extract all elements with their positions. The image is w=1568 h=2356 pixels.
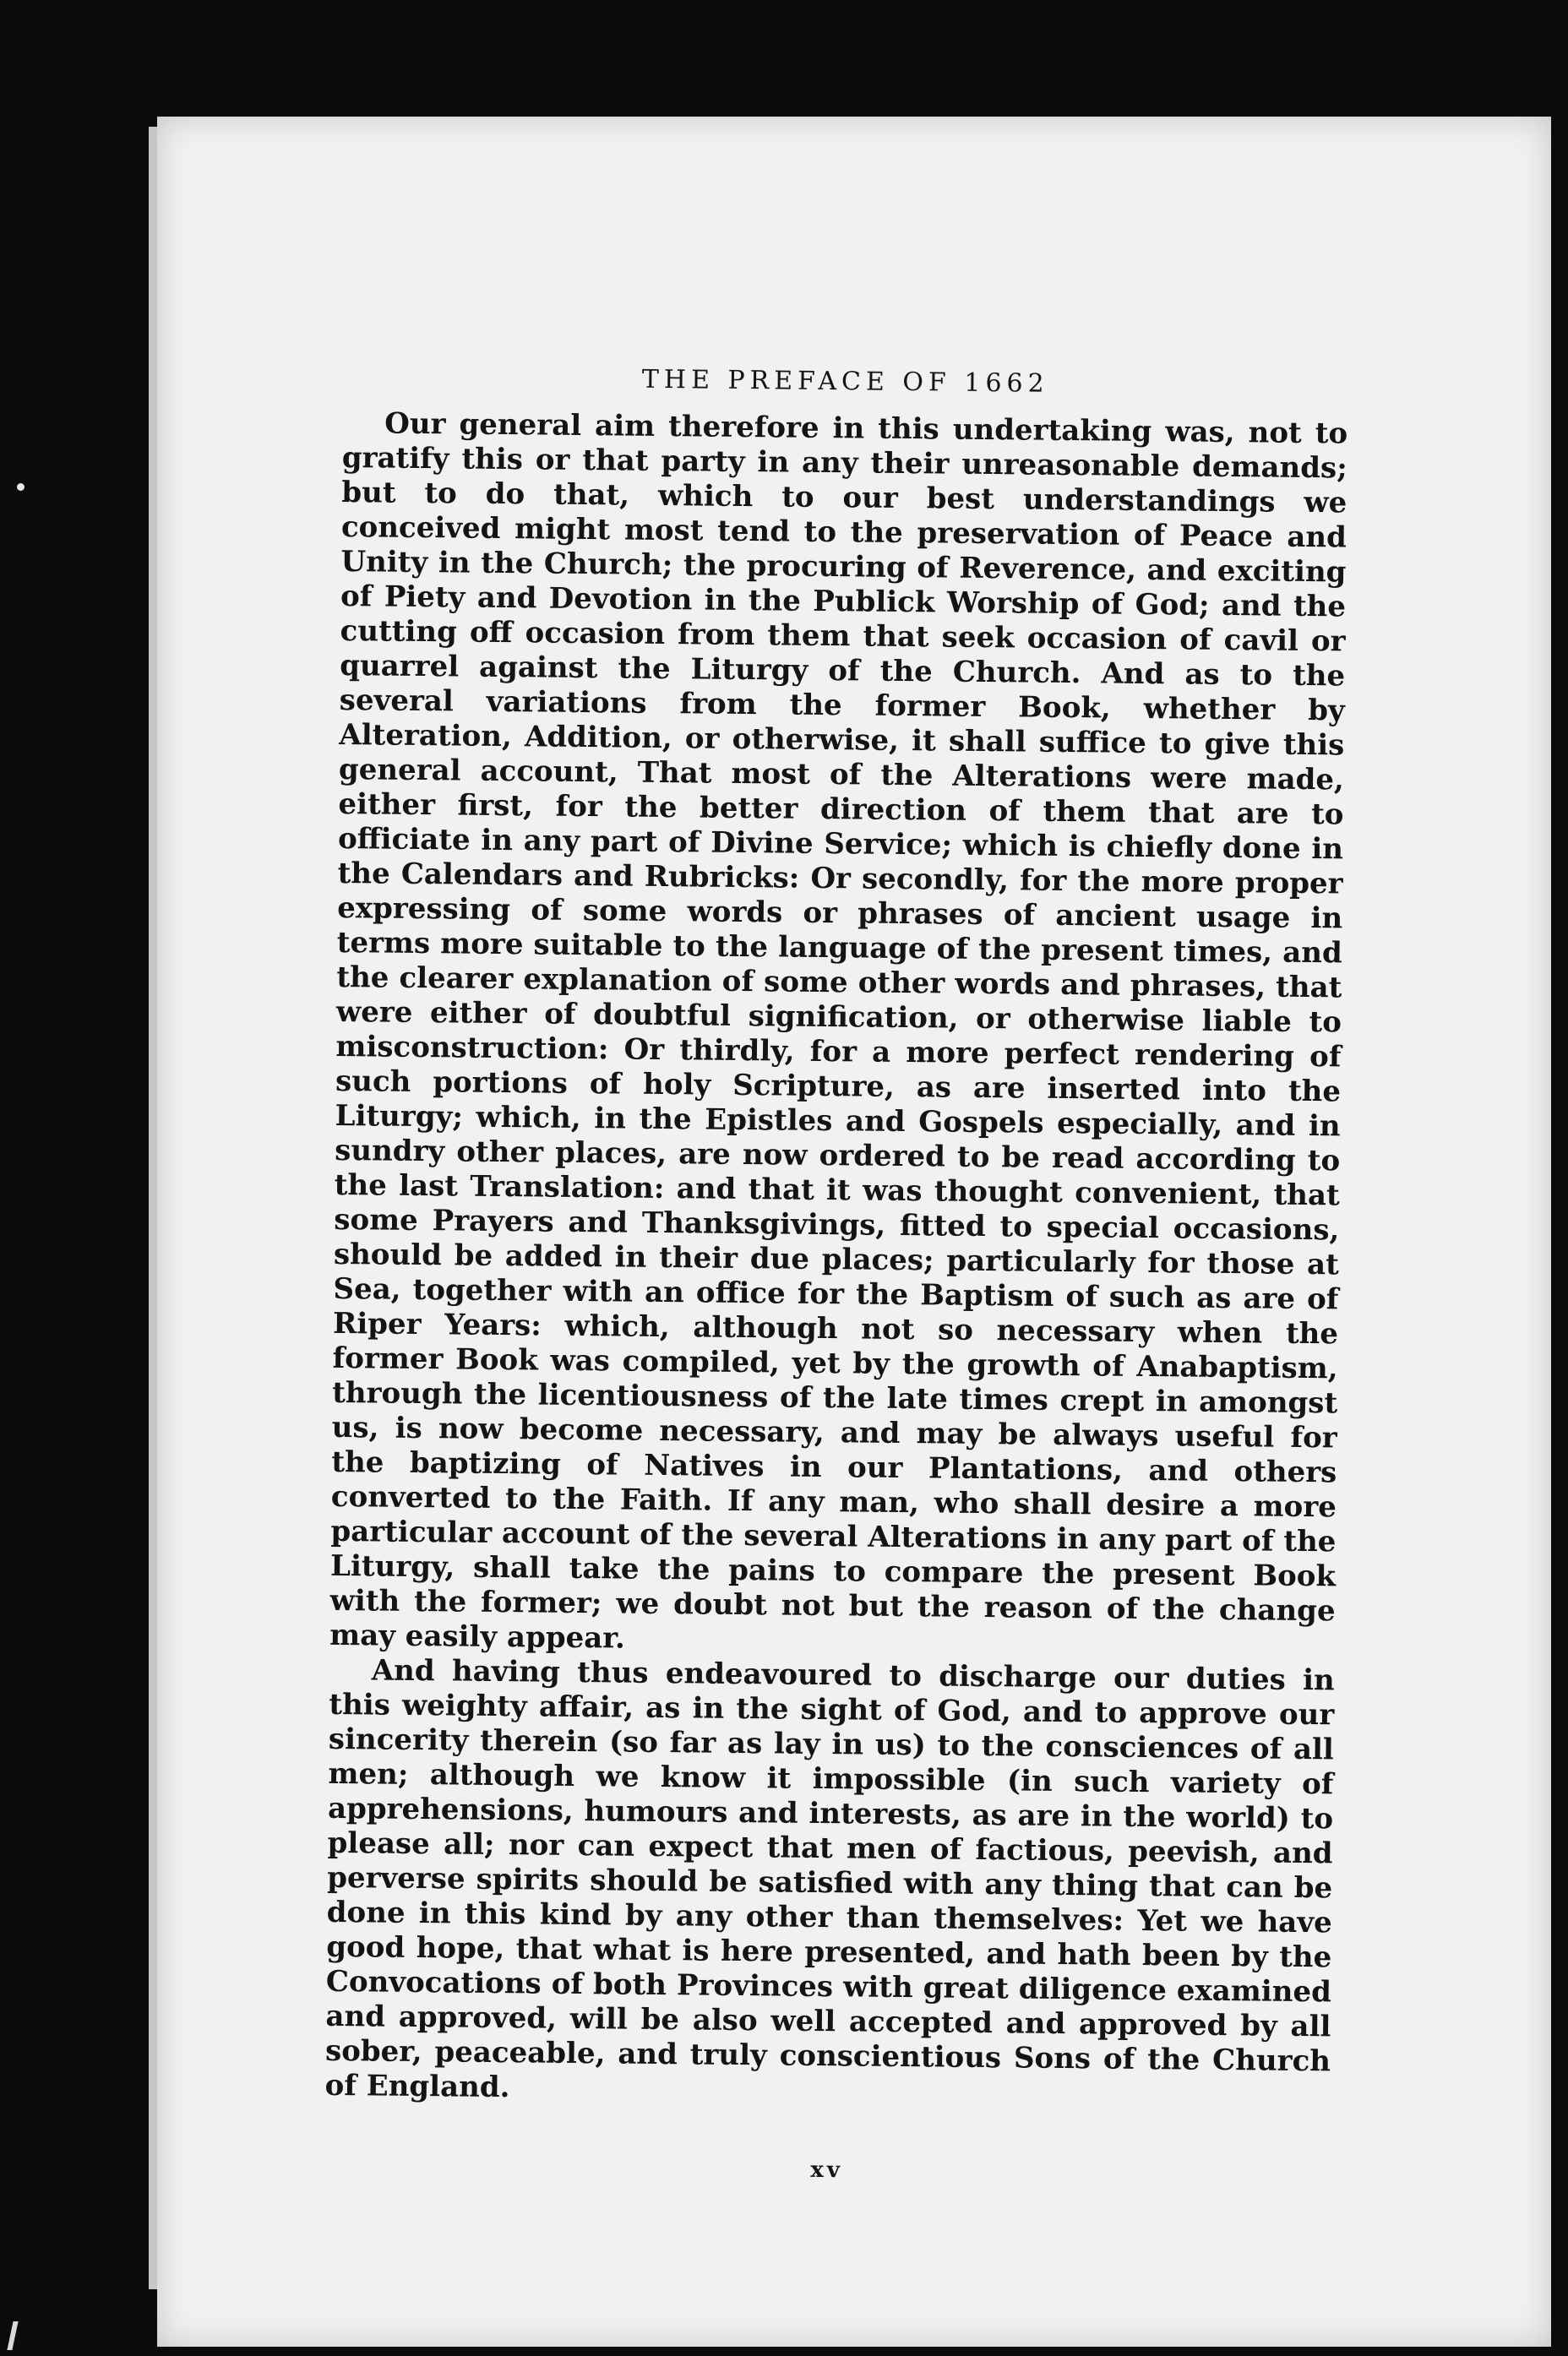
page-content xyxy=(324,362,1348,2188)
film-mark xyxy=(7,2321,18,2350)
page-number: xv xyxy=(810,2157,844,2184)
scanned-page xyxy=(157,117,1551,2347)
film-edge xyxy=(149,127,157,2289)
paragraph: Our general aim therefore in this undertaking was, not to gratify this or that party in any their unreasonable demands; but to do that, which to our best understandings we conceived might most tend to the preservation of Peace and Unity in the Church; the procuring of Reverence, and exciting of Piety and Devotion in the Publick Worship of God; and the cutting off occasion from them that seek occasion of cavil or quarrel against the Liturgy of the Church. And as to the several variations from the former Book, whether by Alteration, Addition, or otherwise, it shall suffice to give this general account, That most of the Alterations were made, either first, for the better direction of them that are to officiate in any part of Divine Service; which is chiefly done in the Calendars and Rubricks: Or secondly, for the more proper expressing of some words or phrases of ancient usage in terms more suitable to the language of the present times, and the clearer explanation of some other words and phrases, that were either of doubtful signification, or otherwise liable to misconstruction: Or thirdly, for a more perfect rendering of such portions of holy Scripture, as are inserted into the Liturgy; which, in the Epistles and Gospels especially, and in sundry other places, are now ordered to be read according to the last Translation: and that it was thought convenient, that some Prayers and Thanksgivings, fitted to special occasions, should be added in their due places; particularly for those at Sea, together with an office for the Baptism of such as are of Riper Years: which, although not so necessary when the former Book was compiled, yet by the growth of Anabaptism, through the licentiousness of the late times crept in amongst us, is now become necessary, and may be always useful for the baptizing of Natives in our Plantations, and others converted to the Faith. If any man, who shall desire a more particular account of the several Alterations in any part of the Liturgy, shall take the pains to compare the present Book with the former; we doubt not but the reason of the change may easily appear. xyxy=(329,406,1348,1656)
film-mark xyxy=(17,483,24,491)
running-head: THE PREFACE OF 1662 xyxy=(641,364,1049,399)
paragraph: And having thus endeavoured to discharge our duties in this weighty affair, as in the sight of God, and to approve our sincerity therein (so far as lay in us) to the consciences of all men; although we know it impossible (in such variety of apprehensions, humours and interests, as are in the world) to please all; nor can expect that men of factious, peevish, and perverse spirits should be satisfied with any thing that can be done in this kind by any other than themselves: Yet we have good hope, that what is here presented, and hath been by the Convocations of both Provinces with great diligence examined and approved, will be also well accepted and approved by all sober, peaceable, and truly conscientious Sons of the Church of England. xyxy=(324,1653,1335,2105)
